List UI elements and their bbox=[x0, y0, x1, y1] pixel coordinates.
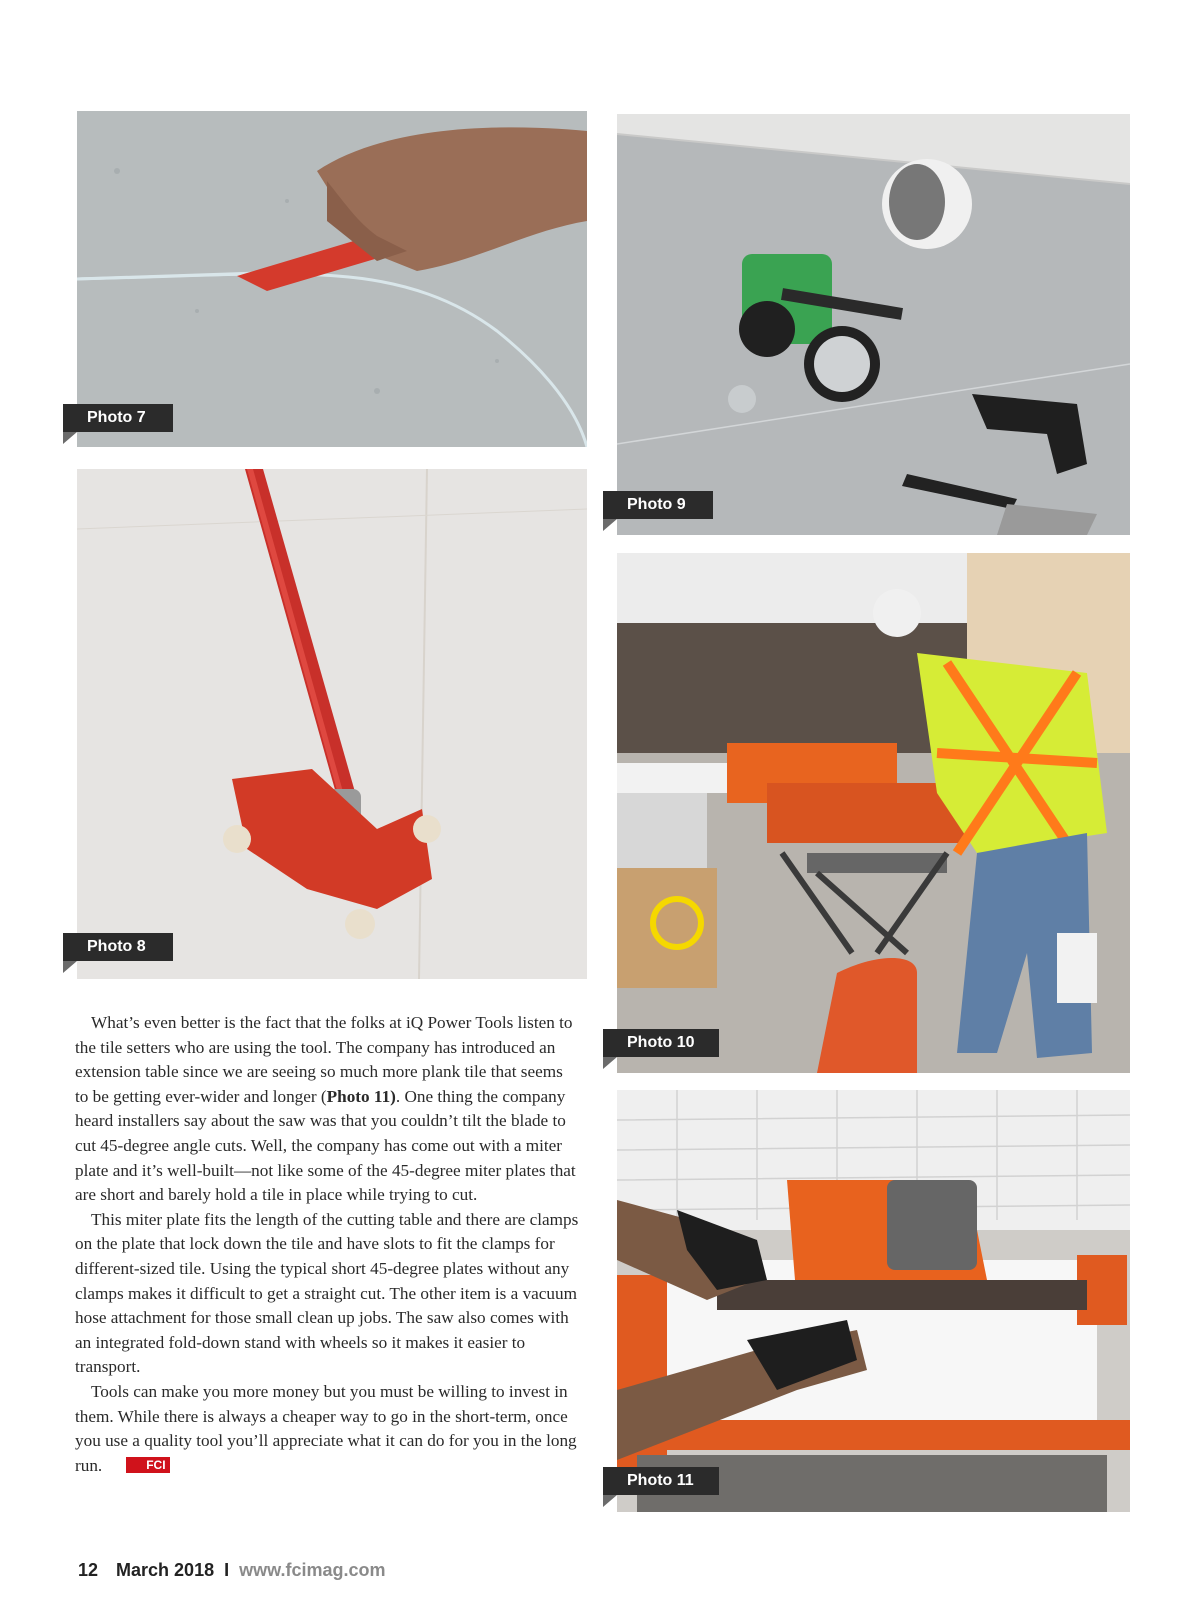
photo-11-caption: Photo 11 bbox=[603, 1467, 719, 1495]
photo-8 bbox=[77, 469, 587, 979]
photo-10-caption: Photo 10 bbox=[603, 1029, 719, 1057]
issue-date: March 2018 bbox=[116, 1560, 215, 1580]
photo-10 bbox=[617, 553, 1130, 1073]
article-paragraph-1: What’s even better is the fact that the folks at iQ Power Tools listen to the tile setters who are using the tool. The company has introduced an extension table since we are seeing so much more plank tile that seems to be getting ever-wider and longer (Photo 11). One thing the company heard installers say about the saw was that you couldn’t tilt the blade to cut 45-degree angle cuts. Well, the company has come out with a miter plate and it’s well-built—not like some of the 45-degree miter plates that are short and barely hold a tile in place while trying to cut. bbox=[75, 1013, 576, 1205]
article-paragraph-3: Tools can make you more money but you must be willing to invest in them. While there is always a cheaper way to go in the short-term, once you use a quality tool you’ll appreciate what it can do for you in the long run. FCI bbox=[75, 1381, 577, 1475]
page-number: 12 bbox=[78, 1560, 99, 1580]
article-body bbox=[75, 1011, 580, 1478]
article-paragraph-2: This miter plate fits the length of the cutting table and there are clamps on the plate that lock down the tile and have slots to fit the clamps for different-sized tile. Using the typical short 45-degree plates without any clamps makes it difficult to get a straight cut. The other item is a vacuum hose attachment for those small clean up jobs. The saw also comes with an integrated fold-down stand with wheels so it makes it easier to transport. bbox=[75, 1209, 579, 1377]
photo-7-caption: Photo 7 bbox=[63, 404, 173, 432]
photo-9 bbox=[617, 114, 1130, 535]
page-footer bbox=[78, 1560, 385, 1581]
photo-11 bbox=[617, 1090, 1130, 1512]
photo-9-caption: Photo 9 bbox=[603, 491, 713, 519]
fci-logo: FCI bbox=[126, 1457, 169, 1473]
website-url: www.fcimag.com bbox=[239, 1560, 386, 1580]
photo-7 bbox=[77, 111, 587, 447]
photo-11-reference: Photo 11) bbox=[326, 1086, 396, 1106]
footer-separator: I bbox=[224, 1560, 230, 1580]
photo-8-caption: Photo 8 bbox=[63, 933, 173, 961]
